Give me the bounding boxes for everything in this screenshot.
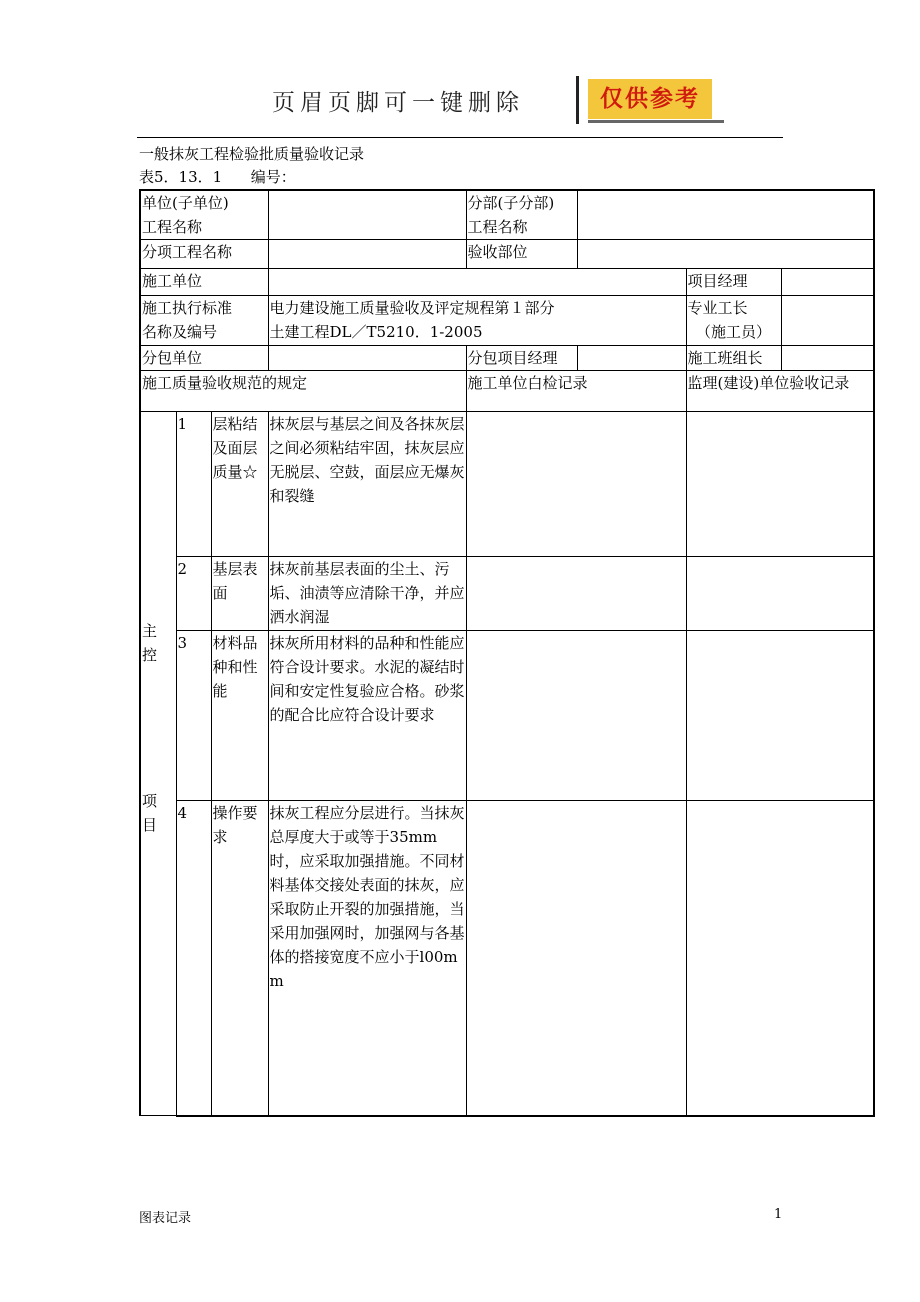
subdivision-name-label: 分部(子分部) 工程名称	[466, 190, 577, 240]
self-check-record	[466, 801, 686, 1116]
spec-column-header: 施工质量验收规范的规定	[140, 371, 466, 412]
page-number: 1	[774, 1207, 783, 1222]
code-label: 编号：	[250, 168, 296, 186]
unit-name-label: 单位(子单位) 工程名称	[140, 190, 268, 240]
item-requirement: 抹灰层与基层之间及各抹灰层之间必须粘结牢固，抹灰层应无脱层、空鼓，面层应无爆灰和裂缝	[268, 412, 466, 557]
team-leader-label: 施工班组长	[686, 346, 781, 371]
self-check-record	[466, 631, 686, 801]
supervision-record	[686, 412, 874, 557]
supervision-record	[686, 631, 874, 801]
inspection-record-table	[139, 189, 875, 1117]
item-name-label: 分项工程名称	[140, 240, 268, 269]
supervision-record	[686, 801, 874, 1116]
sub-project-manager-value	[577, 346, 686, 371]
project-manager-label: 项目经理	[686, 269, 781, 296]
stamp-underline	[588, 120, 724, 123]
main-control-label: 主控 项目	[140, 412, 176, 1116]
foreman-value	[781, 296, 874, 346]
contractor-label: 施工单位	[140, 269, 268, 296]
item-number: 1	[176, 412, 211, 557]
supervision-record	[686, 557, 874, 631]
sub-project-manager-label: 分包项目经理	[466, 346, 577, 371]
contractor-value	[268, 269, 686, 296]
subcontractor-value	[268, 346, 466, 371]
item-name: 基层表面	[211, 557, 268, 631]
item-name: 操作要求	[211, 801, 268, 1116]
item-number: 3	[176, 631, 211, 801]
foreman-label: 专业工长 （施工员）	[686, 296, 781, 346]
header-watermark-text: 页眉页脚可一键删除	[272, 90, 524, 116]
self-check-record	[466, 557, 686, 631]
subcontractor-label: 分包单位	[140, 346, 268, 371]
item-name-value	[268, 240, 466, 269]
subdivision-name-value	[577, 190, 874, 240]
item-requirement: 抹灰工程应分层进行。当抹灰总厚度大于或等于35mm时，应采取加强措施。不同材料基体交接处表面的抹灰，应采取防止开裂的加强措施，当采用加强网时，加强网与各基体的搭接宽度不应小于l00mm	[268, 801, 466, 1116]
acceptance-part-label: 验收部位	[466, 240, 577, 269]
self-check-column-header: 施工单位白检记录	[466, 371, 686, 412]
acceptance-part-value	[577, 240, 874, 269]
item-number: 4	[176, 801, 211, 1116]
team-leader-value	[781, 346, 874, 371]
supervision-column-header: 监理(建设)单位验收记录	[686, 371, 874, 412]
footer-label: 图表记录	[139, 1211, 192, 1226]
standard-value: 电力建设施工质量验收及评定规程第１部分 土建工程DL／T5210．1-2005	[268, 296, 686, 346]
item-requirement: 抹灰前基层表面的尘土、污垢、油渍等应清除干净，并应洒水润湿	[268, 557, 466, 631]
item-name: 层粘结及面层质量☆	[211, 412, 268, 557]
header-rule	[137, 137, 783, 138]
document-subtitle	[139, 166, 296, 187]
item-number: 2	[176, 557, 211, 631]
project-manager-value	[781, 269, 874, 296]
standard-label: 施工执行标准 名称及编号	[140, 296, 268, 346]
header-divider	[576, 76, 579, 124]
reference-stamp: 仅供参考	[588, 79, 712, 119]
document-title: 一般抹灰工程检验批质量验收记录	[139, 145, 365, 163]
item-name: 材料品种和性能	[211, 631, 268, 801]
self-check-record	[466, 412, 686, 557]
table-number: 表5．13．1	[139, 168, 223, 186]
item-requirement: 抹灰所用材料的品种和性能应符合设计要求。水泥的凝结时间和安定性复验应合格。砂浆的配合比应符合设计要求	[268, 631, 466, 801]
unit-name-value	[268, 190, 466, 240]
